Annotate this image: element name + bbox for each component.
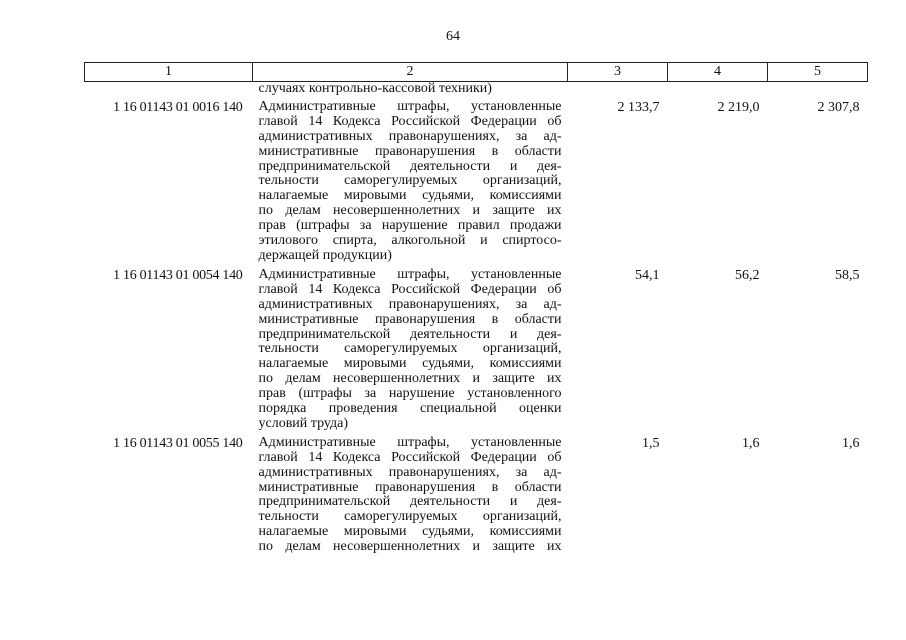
description-line: налагаемые мировыми судьями, комиссиями (258, 188, 562, 204)
continuation-code-cell (85, 82, 253, 100)
description-line: порядка проведения специальной оценки (258, 401, 562, 417)
description-line: главой 14 Кодекса Российской Федерации об (258, 113, 562, 129)
description-line: Административные штрафы, установленные (258, 98, 562, 114)
description-line: по делам несовершеннолетних и защите их (258, 371, 562, 387)
amount-year-2: 56,2 (735, 267, 760, 283)
table-body (85, 82, 868, 560)
column-header-4: 4 (668, 63, 768, 82)
empty-cell (568, 82, 668, 100)
description-line: министративные правонарушения в области (258, 479, 562, 495)
amount-year-1: 1,5 (642, 435, 660, 451)
description-line: главой 14 Кодекса Российской Федерации об (258, 281, 562, 297)
description-line: предпринимательской деятельности и дея- (258, 326, 562, 342)
description-line: главой 14 Кодекса Российской Федерации об (258, 449, 562, 465)
description-line: держащей продукции) (258, 247, 392, 263)
amount-year-1: 2 133,7 (617, 99, 660, 115)
revenue-description (253, 100, 568, 268)
description-line: прав (штрафы за нарушение установленного (258, 386, 562, 402)
table-row (85, 268, 868, 436)
description-line: по делам несовершеннолетних и защите их (258, 203, 562, 219)
amount-year-1: 54,1 (635, 267, 660, 283)
description-line: налагаемые мировыми судьями, комиссиями (258, 356, 562, 372)
empty-cell (668, 82, 768, 100)
description-line: административных правонарушениях, за ад- (258, 128, 562, 144)
description-line: прав (штрафы за нарушение правил продажи (258, 218, 562, 234)
column-header-5: 5 (768, 63, 868, 82)
description-line: предпринимательской деятельности и дея- (258, 494, 562, 510)
column-header-3: 3 (568, 63, 668, 82)
table-row (85, 436, 868, 559)
continuation-description (253, 82, 568, 100)
description-line: министративные правонарушения в области (258, 143, 562, 159)
column-header-2: 2 (253, 63, 568, 82)
page-number: 64 (446, 29, 460, 44)
amount-year-3: 2 307,8 (817, 99, 860, 115)
classification-code: 1 16 01143 01 0054 140 (113, 267, 243, 283)
continuation-row (85, 82, 868, 100)
amount-year-2: 1,6 (742, 435, 760, 451)
table-header (85, 63, 868, 82)
description-line: налагаемые мировыми судьями, комиссиями (258, 524, 562, 540)
description-line: административных правонарушениях, за ад- (258, 296, 562, 312)
description-line: административных правонарушениях, за ад- (258, 464, 562, 480)
description-line: тельности саморегулируемых организаций, (258, 173, 562, 189)
description-line: Административные штрафы, установленные (258, 434, 562, 450)
description-line: предпринимательской деятельности и дея- (258, 158, 562, 174)
classification-code: 1 16 01143 01 0055 140 (113, 435, 243, 451)
description-line: условий труда) (258, 415, 349, 431)
column-header-1: 1 (85, 63, 253, 82)
amount-year-2: 2 219,0 (717, 99, 760, 115)
description-line: случаях контрольно-кассовой техники) (258, 81, 492, 96)
classification-code: 1 16 01143 01 0016 140 (113, 99, 243, 115)
revenue-description (253, 436, 568, 559)
description-line: этилового спирта, алкогольной и спиртосо- (258, 233, 562, 249)
header-row (85, 63, 868, 82)
description-line: тельности саморегулируемых организаций, (258, 341, 562, 357)
description-line: Административные штрафы, установленные (258, 266, 562, 282)
description-line: тельности саморегулируемых организаций, (258, 509, 562, 525)
description-line: министративные правонарушения в области (258, 311, 562, 327)
budget-table (84, 62, 868, 559)
amount-year-3: 1,6 (842, 435, 860, 451)
empty-cell (768, 82, 868, 100)
table-row (85, 100, 868, 268)
description-line: по делам несовершеннолетних и защите их (258, 539, 562, 555)
revenue-description (253, 268, 568, 436)
amount-year-3: 58,5 (835, 267, 860, 283)
